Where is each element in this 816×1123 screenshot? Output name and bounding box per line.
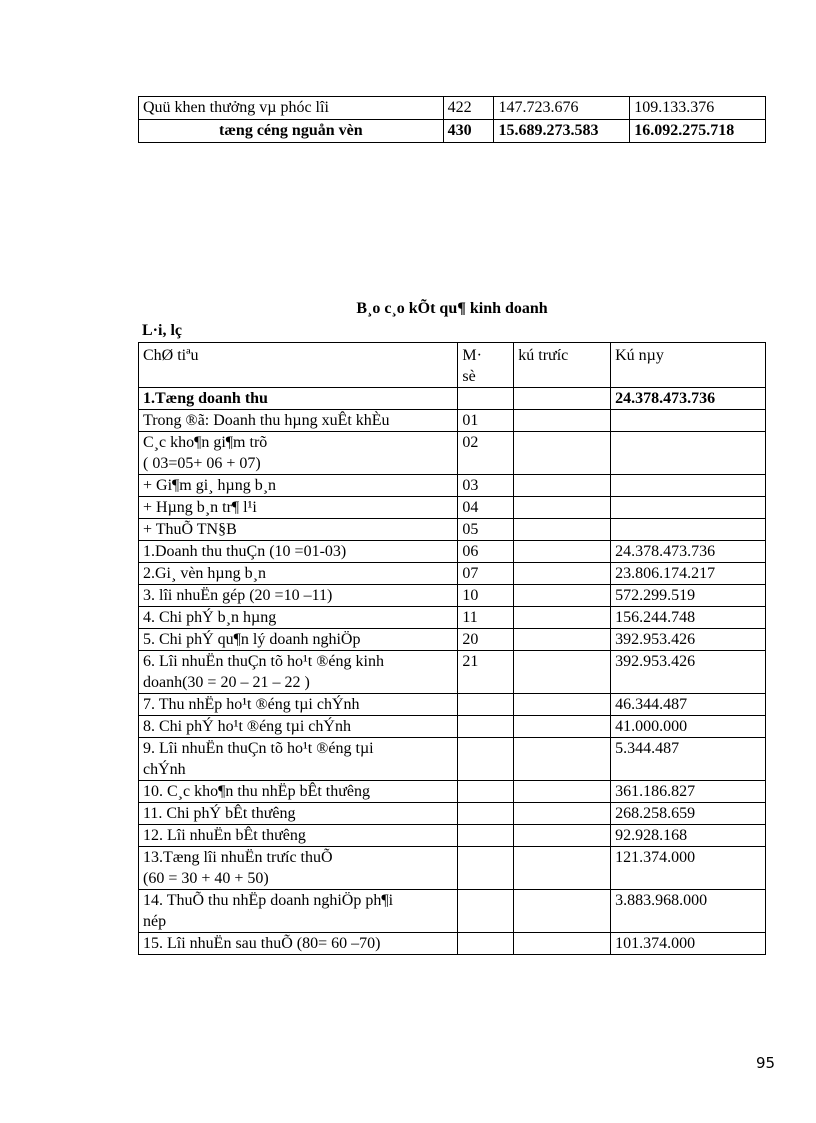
row-code bbox=[458, 933, 514, 955]
table-row bbox=[139, 519, 766, 541]
row-previous-value bbox=[514, 607, 611, 629]
row-previous-value bbox=[514, 432, 611, 475]
row-label: 1.Doanh thu thuÇn (10 =01-03) bbox=[139, 541, 458, 563]
row-code bbox=[458, 738, 514, 781]
table-row bbox=[139, 847, 766, 890]
row-previous-value bbox=[514, 629, 611, 651]
row-code: 430 bbox=[443, 120, 494, 143]
table-row bbox=[139, 781, 766, 803]
row-current-value: 392.953.426 bbox=[611, 651, 766, 694]
row-label: 10. C¸c kho¶n thu nhËp bÊt thưêng bbox=[139, 781, 458, 803]
table-row bbox=[139, 803, 766, 825]
row-label: 12. Lîi nhuËn bÊt thưêng bbox=[139, 825, 458, 847]
row-previous-value bbox=[514, 497, 611, 519]
row-code: 04 bbox=[458, 497, 514, 519]
row-current-value: 5.344.487 bbox=[611, 738, 766, 781]
header-code: M· sè bbox=[458, 343, 514, 388]
table-row bbox=[139, 890, 766, 933]
row-code bbox=[458, 388, 514, 410]
row-label: 3. lîi nhuËn gép (20 =10 –11) bbox=[139, 585, 458, 607]
row-code bbox=[458, 890, 514, 933]
table-row bbox=[139, 651, 766, 694]
row-label: + Hµng b¸n tr¶ l¹i bbox=[139, 497, 458, 519]
row-code bbox=[458, 803, 514, 825]
row-label: + Gi¶m gi¸ hµng b¸n bbox=[139, 475, 458, 497]
table-row bbox=[139, 475, 766, 497]
row-previous-value bbox=[514, 388, 611, 410]
table-row bbox=[139, 825, 766, 847]
row-code: 20 bbox=[458, 629, 514, 651]
row-label: Quü khen thưởng vµ phóc lîi bbox=[139, 97, 444, 120]
row-previous-value bbox=[514, 890, 611, 933]
row-code bbox=[458, 694, 514, 716]
row-code: 21 bbox=[458, 651, 514, 694]
table-row bbox=[139, 432, 766, 475]
row-label: 15. Lîi nhuËn sau thuÕ (80= 60 –70) bbox=[139, 933, 458, 955]
table-row bbox=[139, 120, 766, 143]
table-row bbox=[139, 607, 766, 629]
row-previous-value bbox=[514, 716, 611, 738]
row-code: 01 bbox=[458, 410, 514, 432]
report-title: B¸o c¸o kÕt qu¶ kinh doanh bbox=[356, 300, 548, 317]
row-value-end: 15.689.273.583 bbox=[494, 120, 630, 143]
row-code: 10 bbox=[458, 585, 514, 607]
row-code: 05 bbox=[458, 519, 514, 541]
row-label: + ThuÕ TN§B bbox=[139, 519, 458, 541]
row-previous-value bbox=[514, 933, 611, 955]
row-label: 9. Lîi nhuËn thuÇn tõ ho¹t ®éng tµi chÝnh bbox=[139, 738, 458, 781]
row-current-value: 572.299.519 bbox=[611, 585, 766, 607]
row-label: 14. ThuÕ thu nhËp doanh nghiÖp ph¶i nép bbox=[139, 890, 458, 933]
row-current-value: 101.374.000 bbox=[611, 933, 766, 955]
row-code: 11 bbox=[458, 607, 514, 629]
row-previous-value bbox=[514, 781, 611, 803]
row-code: 02 bbox=[458, 432, 514, 475]
row-previous-value bbox=[514, 519, 611, 541]
row-previous-value bbox=[514, 738, 611, 781]
row-code: 07 bbox=[458, 563, 514, 585]
row-label: 1.Tæng doanh thu bbox=[139, 388, 458, 410]
table-header-row bbox=[139, 343, 766, 388]
table-row bbox=[139, 716, 766, 738]
row-current-value: 92.928.168 bbox=[611, 825, 766, 847]
table-row bbox=[139, 97, 766, 120]
row-label: 7. Thu nhËp ho¹t ®éng tµi chÝnh bbox=[139, 694, 458, 716]
row-code bbox=[458, 781, 514, 803]
header-current-period: Kú nµy bbox=[611, 343, 766, 388]
table-row bbox=[139, 497, 766, 519]
page-number: 95 bbox=[756, 1054, 776, 1072]
row-label: C¸c kho¶n gi¶m trõ ( 03=05+ 06 + 07) bbox=[139, 432, 458, 475]
row-code bbox=[458, 716, 514, 738]
row-current-value: 41.000.000 bbox=[611, 716, 766, 738]
row-current-value: 24.378.473.736 bbox=[611, 541, 766, 563]
row-label: 2.Gi¸ vèn hµng b¸n bbox=[139, 563, 458, 585]
row-previous-value bbox=[514, 825, 611, 847]
row-code bbox=[458, 825, 514, 847]
row-current-value bbox=[611, 497, 766, 519]
row-label: 6. Lîi nhuËn thuÇn tõ ho¹t ®éng kinh doanh(30 = 20 – 21 – 22 ) bbox=[139, 651, 458, 694]
row-current-value: 156.244.748 bbox=[611, 607, 766, 629]
row-current-value: 121.374.000 bbox=[611, 847, 766, 890]
row-label: 5. Chi phÝ qu¶n lý doanh nghiÖp bbox=[139, 629, 458, 651]
row-previous-value bbox=[514, 803, 611, 825]
row-previous-value bbox=[514, 563, 611, 585]
table-row bbox=[139, 738, 766, 781]
row-label: 8. Chi phÝ ho¹t ®éng tµi chÝnh bbox=[139, 716, 458, 738]
row-previous-value bbox=[514, 694, 611, 716]
row-previous-value bbox=[514, 410, 611, 432]
row-current-value bbox=[611, 432, 766, 475]
row-previous-value bbox=[514, 475, 611, 497]
header-previous-period: kú trưíc bbox=[514, 343, 611, 388]
row-value-end: 147.723.676 bbox=[494, 97, 630, 120]
row-value-start: 109.133.376 bbox=[630, 97, 766, 120]
row-current-value: 392.953.426 bbox=[611, 629, 766, 651]
table-row bbox=[139, 541, 766, 563]
row-code: 03 bbox=[458, 475, 514, 497]
row-label: Trong ®ã: Doanh thu hµng xuÊt khÈu bbox=[139, 410, 458, 432]
row-current-value: 23.806.174.217 bbox=[611, 563, 766, 585]
row-code: 06 bbox=[458, 541, 514, 563]
table-row bbox=[139, 629, 766, 651]
row-current-value: 3.883.968.000 bbox=[611, 890, 766, 933]
table-row bbox=[139, 933, 766, 955]
row-current-value bbox=[611, 519, 766, 541]
row-current-value bbox=[611, 475, 766, 497]
row-code bbox=[458, 847, 514, 890]
row-label: 13.Tæng lîi nhuËn trưíc thuÕ (60 = 30 + 40 + 50) bbox=[139, 847, 458, 890]
row-label: tæng céng nguån vèn bbox=[139, 120, 444, 143]
row-current-value: 24.378.473.736 bbox=[611, 388, 766, 410]
row-current-value: 268.258.659 bbox=[611, 803, 766, 825]
table-row bbox=[139, 694, 766, 716]
row-previous-value bbox=[514, 585, 611, 607]
table-row bbox=[139, 410, 766, 432]
row-label: 4. Chi phÝ b¸n hµng bbox=[139, 607, 458, 629]
income-statement-table bbox=[138, 342, 766, 955]
row-current-value bbox=[611, 410, 766, 432]
row-code: 422 bbox=[443, 97, 494, 120]
row-value-start: 16.092.275.718 bbox=[630, 120, 766, 143]
header-indicator: ChØ tiªu bbox=[139, 343, 458, 388]
row-previous-value bbox=[514, 651, 611, 694]
table-row bbox=[139, 388, 766, 410]
row-previous-value bbox=[514, 847, 611, 890]
table-row bbox=[139, 585, 766, 607]
report-subtitle: L·i, lç bbox=[142, 322, 182, 339]
balance-sheet-fragment-table bbox=[138, 96, 766, 143]
row-label: 11. Chi phÝ bÊt thưêng bbox=[139, 803, 458, 825]
row-current-value: 361.186.827 bbox=[611, 781, 766, 803]
table-row bbox=[139, 563, 766, 585]
row-previous-value bbox=[514, 541, 611, 563]
row-current-value: 46.344.487 bbox=[611, 694, 766, 716]
